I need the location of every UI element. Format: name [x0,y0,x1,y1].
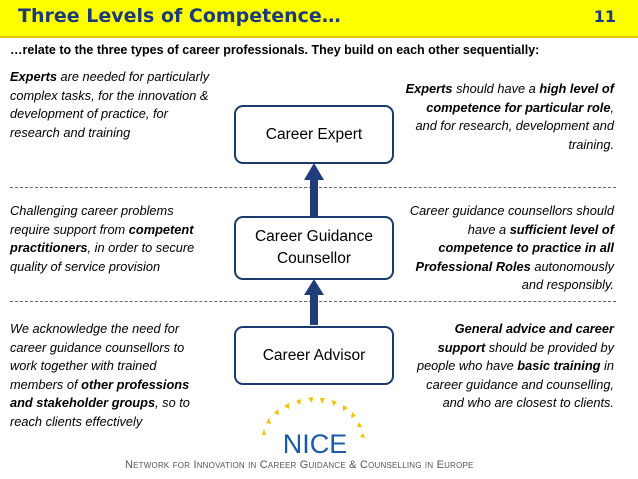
body-text: Challenging career problems require support from [10,203,174,237]
emphasis-text: Experts [10,69,57,84]
emphasis-text: competent practitioners [10,221,194,255]
arrow-advisor-to-counsellor [304,279,324,325]
body-text: are needed for particularly complex tasks, for the innovation & development of practice, for research and training [10,69,210,140]
emphasis-text: other professions and stakeholder groups [10,376,190,410]
page-number: 11 [593,7,616,26]
career-advisor-box [234,326,394,385]
body-text: , in order to secure quality of service provision [10,240,195,274]
slide-subtitle: …relate to the three types of career professionals. They build on each other sequentially: [10,43,540,57]
body-text: Career guidance counsellors should have a [409,203,614,237]
body-text: , and for research, development and training. [415,99,614,152]
career-expert-label: Career Expert [265,125,363,143]
body-text: autonomously and responsibly. [521,258,614,292]
emphasis-text: General advice and career support [437,321,614,355]
career-expert-box [234,105,394,164]
career-guidance-counsellor-box [234,216,394,280]
career-advisor-label: Career Advisor [262,346,366,364]
arrow-counsellor-to-expert [304,163,324,217]
emphasis-text: sufficient level of competence to practice in all Professional Roles [415,221,614,274]
counsellor-label-line-1: Career Guidance [254,228,374,245]
body-text: in career guidance and counselling, and who are closest to clients. [426,358,614,410]
body-text: should be provided by people who have [416,339,614,373]
footer-text: Network for Innovation in Career Guidance & Counselling in Europe [125,459,474,471]
logo-text: NICE [282,429,348,459]
slide-title: Three Levels of Competence… [18,5,341,27]
counsellor-label-line-2: Counsellor [276,250,352,267]
emphasis-text: basic training [517,358,601,373]
emphasis-text: high level of competence for particular role [426,81,614,115]
emphasis-text: Experts [405,81,453,96]
nice-logo [250,395,380,459]
body-text: should have a [452,81,540,96]
body-text: We acknowledge the need for career guidance counsellors to work together with trained members of [10,321,185,392]
body-text: , so to reach clients effectively [10,395,190,429]
